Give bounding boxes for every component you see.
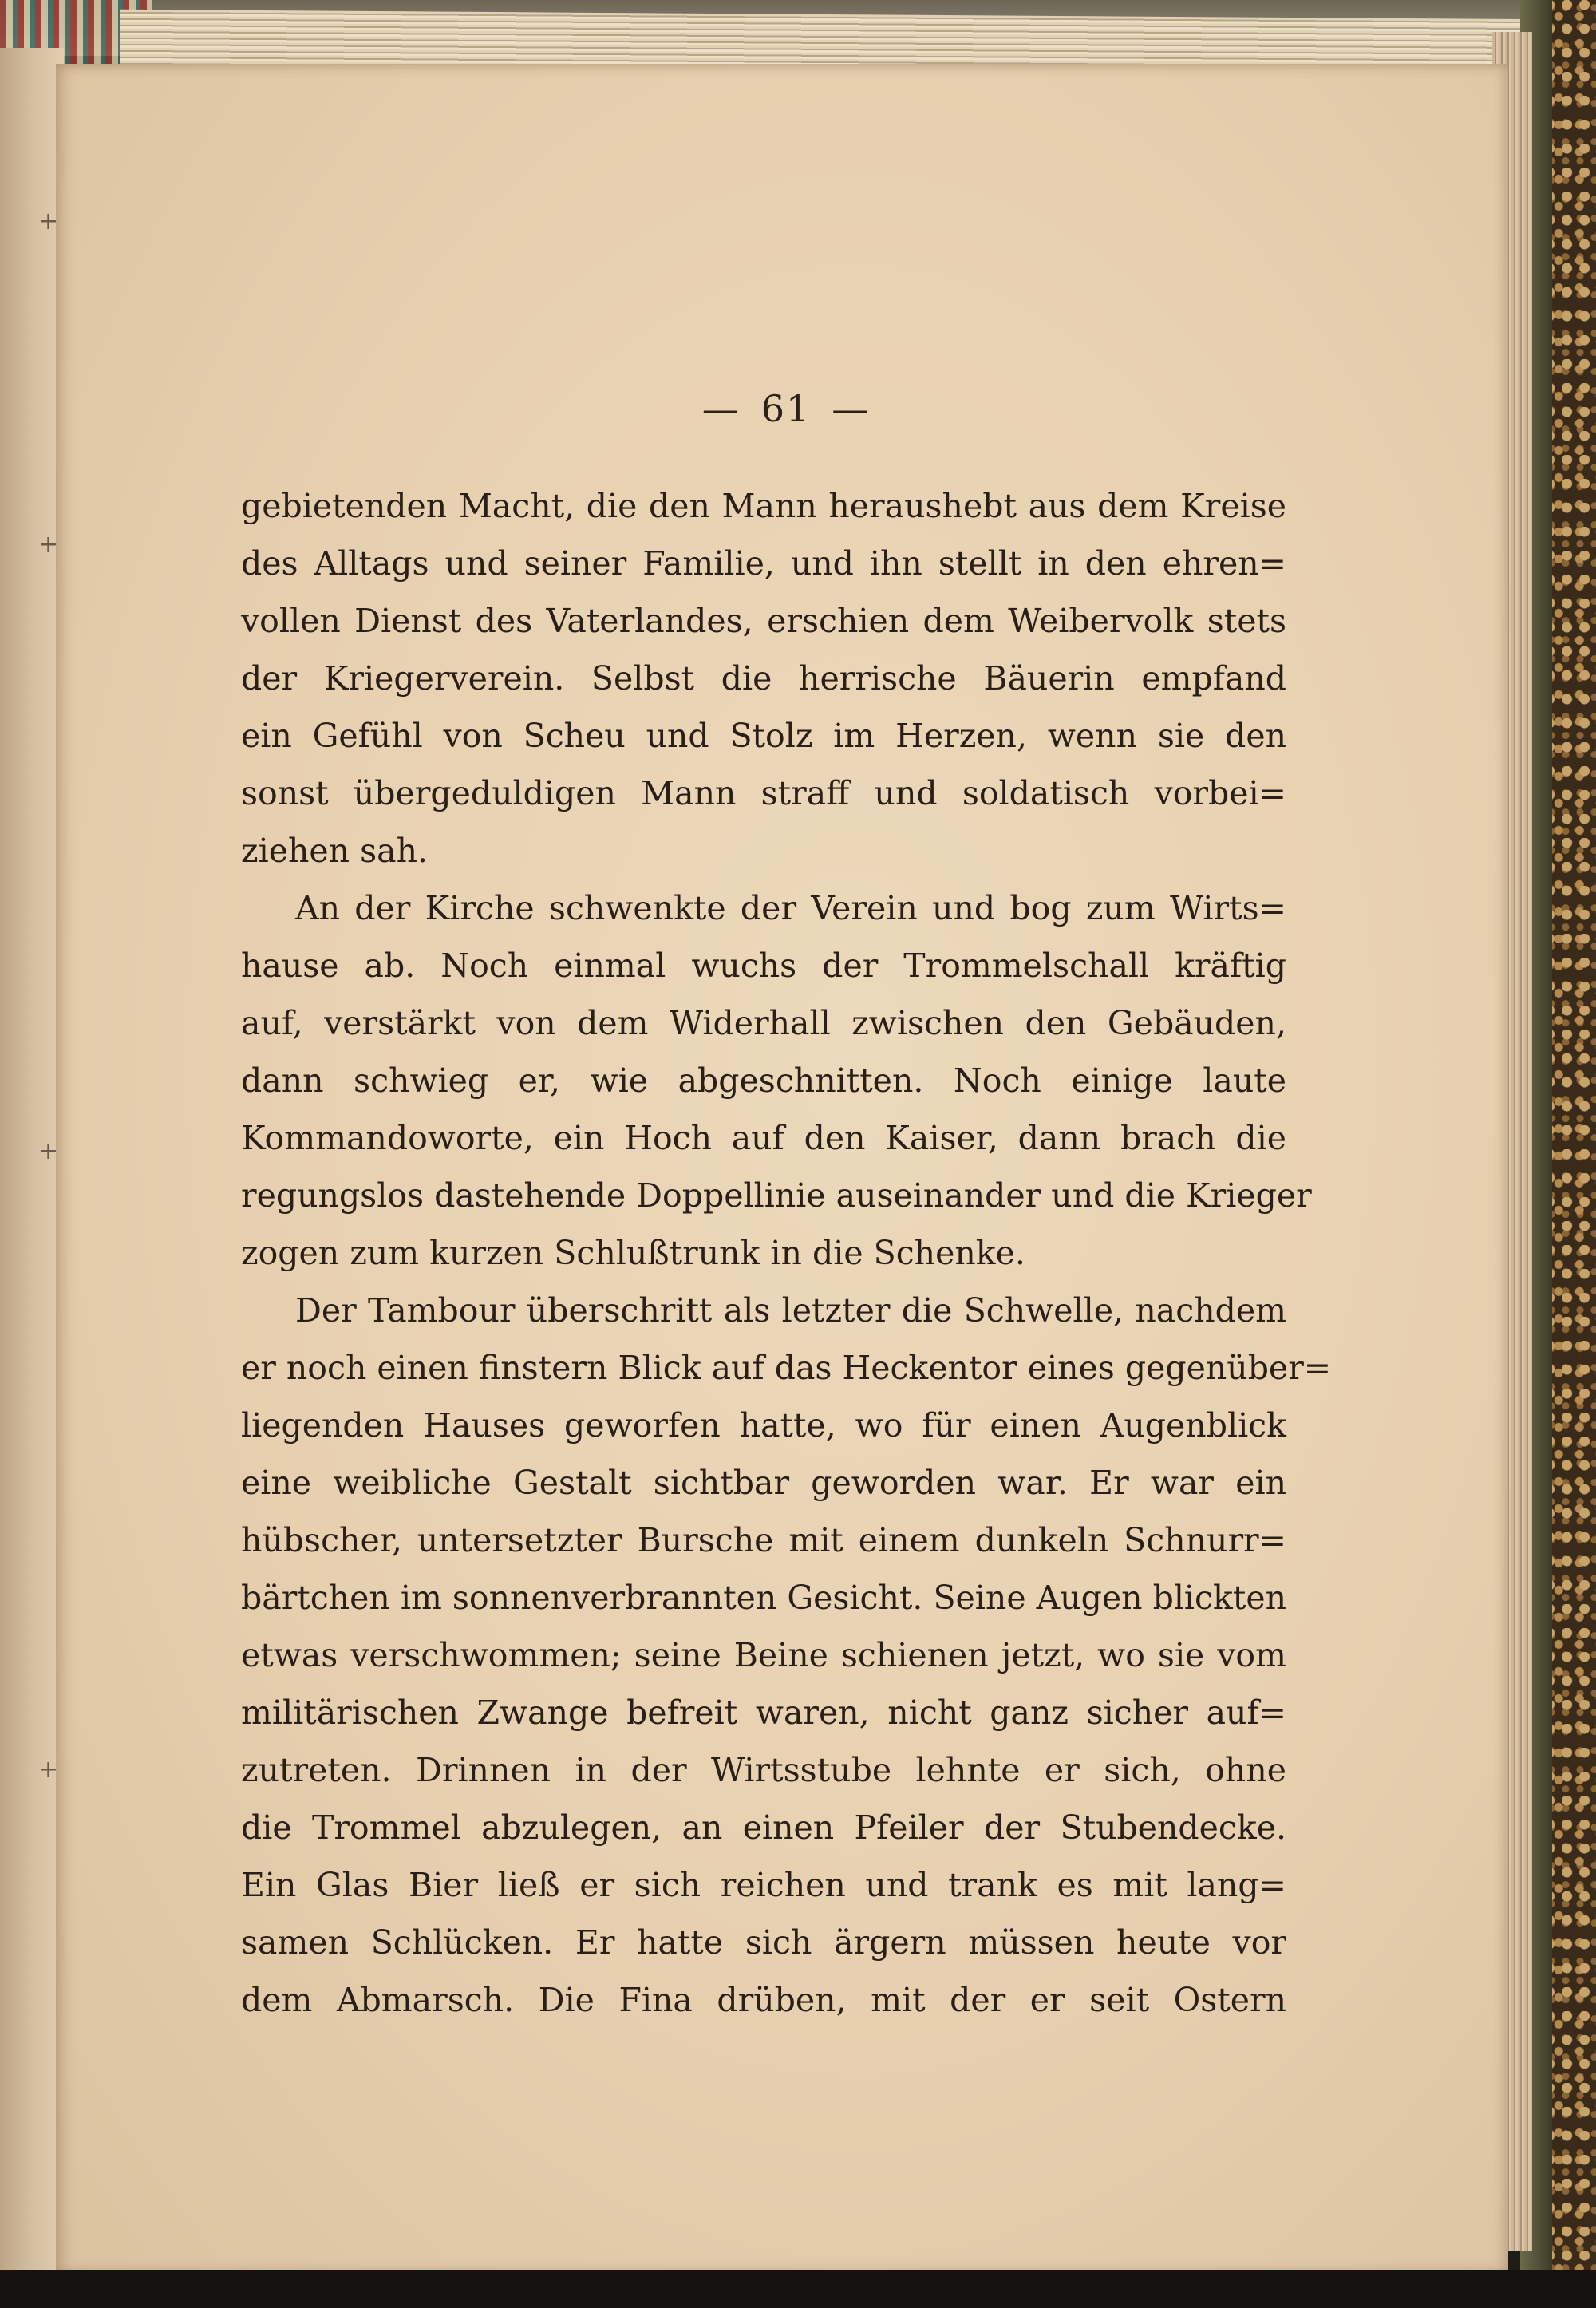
text-line: hübscher, untersetzter Bursche mit einem dunkeln Schnurr= [241,1521,1286,1559]
body-text [241,477,1332,2029]
text-line: des Alltags und seiner Familie, und ihn stellt in den ehren= [241,544,1286,583]
page-number: 61 [760,387,812,430]
text-line: sonst übergeduldigen Mann straff und soldatisch vorbei= [241,774,1286,812]
text-line: Der Tambour überschritt als letzter die Schwelle, nachdem [295,1291,1286,1330]
text-line: ein Gefühl von Scheu und Stolz im Herzen, wenn sie den [241,717,1286,755]
header-dash-right: — [832,387,871,430]
text-line: auf, verstärkt von dem Widerhall zwischen den Gebäuden, [241,1004,1286,1042]
binding-thread-mark: + [38,207,59,235]
text-line: Ein Glas Bier ließ er sich reichen und trank es mit lang= [241,1866,1286,1904]
text-line: etwas verschwommen; seine Beine schienen jetzt, wo sie vom [241,1636,1286,1674]
text-line: ziehen sah. [241,832,429,870]
text-line: zogen zum kurzen Schlußtrunk in die Schenke. [241,1234,1025,1272]
text-line: gebietenden Macht, die den Mann heraushebt aus dem Kreise [241,487,1286,525]
binding-thread-mark: + [38,531,59,559]
text-line: eine weibliche Gestalt sichtbar geworden war. Er war ein [241,1464,1286,1502]
text-line: zutreten. Drinnen in der Wirtsstube lehnte er sich, ohne [241,1751,1286,1789]
text-line: An der Kirche schwenkte der Verein und bog zum Wirts= [295,889,1286,927]
text-line: der Kriegerverein. Selbst die herrische Bäuerin empfand [241,659,1286,698]
text-line: vollen Dienst des Vaterlandes, erschien dem Weibervolk stets [241,602,1286,640]
page-number-header [56,387,1516,430]
text-line: samen Schlücken. Er hatte sich ärgern müssen heute vor [241,1923,1286,1962]
text-line: hause ab. Noch einmal wuchs der Trommelschall kräftig [241,947,1286,985]
text-line: die Trommel abzulegen, an einen Pfeiler der Stubendecke. [241,1808,1286,1847]
text-line: er noch einen finstern Blick auf das Heckentor eines gegenüber= [241,1349,1332,1387]
text-line: Kommandoworte, ein Hoch auf den Kaiser, dann brach die [241,1119,1286,1157]
text-line: dem Abmarsch. Die Fina drüben, mit der er seit Ostern [241,1981,1286,2019]
background-shadow [0,2270,1596,2308]
text-line: liegenden Hauses geworfen hatte, wo für einen Augenblick [241,1406,1286,1444]
text-line: militärischen Zwange befreit waren, nicht ganz sicher auf= [241,1693,1286,1732]
text-line: regungslos dastehende Doppellinie auseinander und die Krieger [241,1176,1312,1215]
text-line: bärtchen im sonnenverbrannten Gesicht. Seine Augen blickten [241,1579,1286,1617]
text-line: dann schwieg er, wie abgeschnitten. Noch einige laute [241,1061,1286,1100]
header-dash-left: — [701,387,741,430]
binding-thread-mark: + [38,1756,59,1784]
book-page [38,64,1508,2274]
binding-thread-mark: + [38,1137,59,1165]
